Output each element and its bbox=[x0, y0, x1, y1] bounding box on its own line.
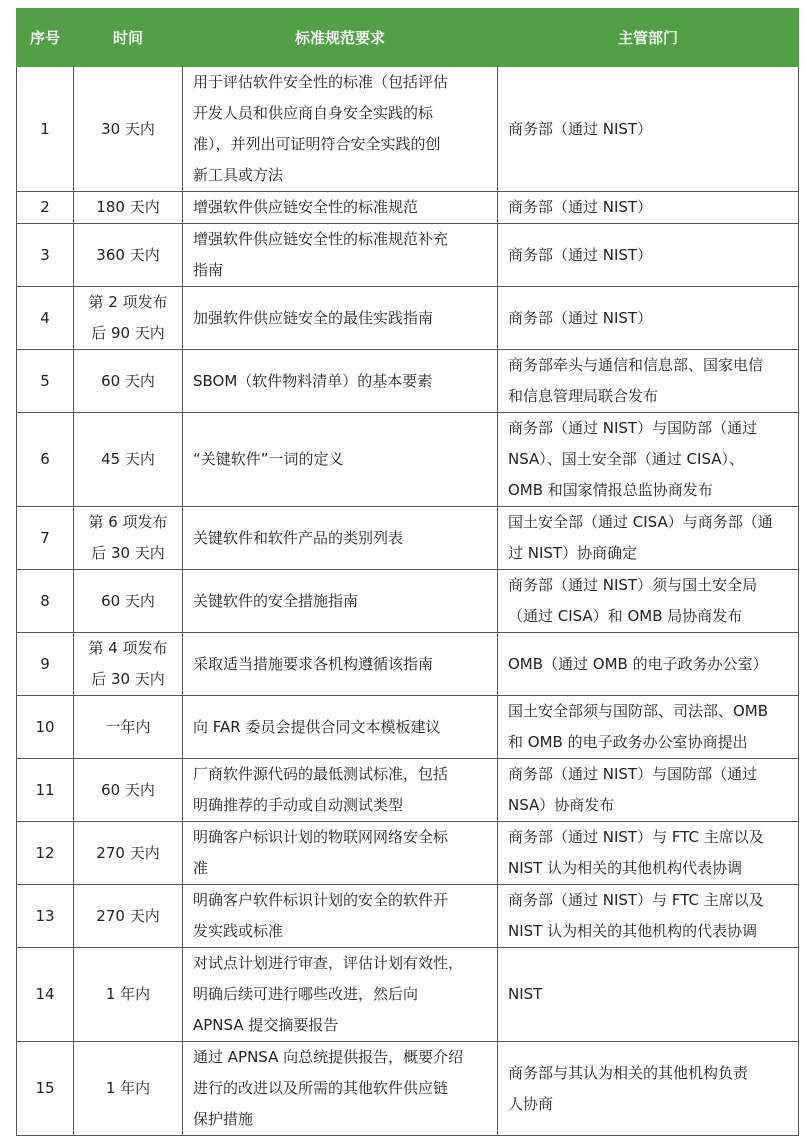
row-requirement: 增强软件供应链安全性的标准规范补充 指南 bbox=[193, 230, 449, 279]
row-requirement-cell bbox=[183, 192, 498, 224]
row-requirement-cell bbox=[183, 1042, 498, 1136]
row-department-cell bbox=[498, 570, 799, 633]
row-number-cell bbox=[17, 287, 74, 350]
row-requirement-cell bbox=[183, 759, 498, 822]
row-time-cell bbox=[74, 1042, 183, 1136]
header-requirement: 标准规范要求 bbox=[183, 9, 498, 67]
row-time: 第 4 项发布 后 30 天内 bbox=[88, 639, 168, 688]
row-requirement-cell bbox=[183, 570, 498, 633]
row-number: 4 bbox=[40, 308, 50, 327]
row-department: OMB（通过 OMB 的电子政务办公室） bbox=[508, 654, 768, 673]
row-time-cell bbox=[74, 287, 183, 350]
table-row bbox=[17, 759, 799, 822]
row-number: 13 bbox=[35, 906, 55, 925]
row-number: 8 bbox=[40, 591, 50, 610]
row-time-cell bbox=[74, 67, 183, 192]
row-time-cell bbox=[74, 948, 183, 1042]
row-requirement-cell bbox=[183, 948, 498, 1042]
row-number: 15 bbox=[35, 1079, 55, 1097]
row-number-cell bbox=[17, 67, 74, 192]
row-time: 60 天内 bbox=[101, 591, 155, 610]
row-time-cell bbox=[74, 350, 183, 413]
row-number-cell bbox=[17, 192, 74, 224]
row-requirement: 明确客户标识计划的物联网网络安全标 准 bbox=[193, 828, 449, 877]
row-department-cell bbox=[498, 192, 799, 224]
row-time: 60 天内 bbox=[101, 780, 155, 799]
row-time-cell bbox=[74, 633, 183, 696]
row-time: 第 2 项发布 后 90 天内 bbox=[88, 293, 168, 342]
row-number-cell bbox=[17, 759, 74, 822]
row-number: 7 bbox=[40, 528, 50, 547]
row-time: 270 天内 bbox=[96, 906, 160, 925]
row-number: 1 bbox=[40, 119, 50, 138]
row-department: 商务部（通过 NIST）须与国土安全局 （通过 CISA）和 OMB 局协商发布 bbox=[508, 576, 758, 625]
row-time-cell bbox=[74, 413, 183, 507]
row-time-cell bbox=[74, 885, 183, 948]
row-department: NIST bbox=[508, 985, 543, 1003]
row-department-cell bbox=[498, 885, 799, 948]
row-requirement: 加强软件供应链安全的最佳实践指南 bbox=[193, 308, 434, 327]
row-department: 商务部（通过 NIST）与国防部（通过 NSA）、国土安全部（通过 CISA）、 OMB 和国家情报总监协商发布 bbox=[508, 419, 758, 499]
table-row bbox=[17, 633, 799, 696]
row-number-cell bbox=[17, 413, 74, 507]
row-number-cell bbox=[17, 696, 74, 759]
row-department: 商务部（通过 NIST）与 FTC 主席以及 NIST 认为相关的其他机构的代表协调 bbox=[508, 891, 764, 940]
row-requirement: 对试点计划进行审查，评估计划有效性， 明确后续可进行哪些改进，然后向 APNSA 提交摘要报告 bbox=[193, 954, 464, 1034]
row-requirement: 厂商软件源代码的最低测试标准，包括 明确推荐的手动或自动测试类型 bbox=[193, 765, 449, 814]
row-time: 一年内 bbox=[105, 717, 151, 736]
row-requirement: 增强软件供应链安全性的标准规范 bbox=[193, 198, 419, 216]
row-number-cell bbox=[17, 350, 74, 413]
row-number-cell bbox=[17, 948, 74, 1042]
row-time: 180 天内 bbox=[96, 198, 160, 216]
row-department: 商务部（通过 NIST） bbox=[508, 198, 653, 216]
row-number-cell bbox=[17, 885, 74, 948]
row-department: 商务部牵头与通信和信息部、国家电信 和信息管理局联合发布 bbox=[508, 356, 764, 405]
row-department-cell bbox=[498, 413, 799, 507]
header-no: 序号 bbox=[17, 9, 74, 67]
table-row bbox=[17, 948, 799, 1042]
row-time-cell bbox=[74, 759, 183, 822]
row-requirement: 用于评估软件安全性的标准（包括评估 开发人员和供应商自身安全实践的标 准），并列出可证明符合安全实践的创 新工具或方法 bbox=[193, 73, 449, 184]
row-time: 30 天内 bbox=[101, 119, 155, 138]
row-time: 270 天内 bbox=[96, 843, 160, 862]
row-time: 1 年内 bbox=[105, 985, 151, 1003]
row-number-cell bbox=[17, 507, 74, 570]
table-row bbox=[17, 413, 799, 507]
row-number: 10 bbox=[35, 717, 55, 736]
row-time-cell bbox=[74, 822, 183, 885]
row-time: 45 天内 bbox=[101, 450, 155, 468]
row-department-cell bbox=[498, 287, 799, 350]
row-department-cell bbox=[498, 224, 799, 287]
row-department-cell bbox=[498, 507, 799, 570]
table-row bbox=[17, 1042, 799, 1136]
header-time: 时间 bbox=[74, 9, 183, 67]
row-time: 360 天内 bbox=[96, 245, 160, 264]
row-requirement-cell bbox=[183, 696, 498, 759]
row-department-cell bbox=[498, 633, 799, 696]
row-time-cell bbox=[74, 192, 183, 224]
row-requirement: 关键软件的安全措施指南 bbox=[193, 591, 359, 610]
row-department: 商务部（通过 NIST） bbox=[508, 119, 653, 138]
row-number-cell bbox=[17, 822, 74, 885]
row-time-cell bbox=[74, 224, 183, 287]
row-number: 5 bbox=[40, 371, 50, 390]
row-time: 第 6 项发布 后 30 天内 bbox=[88, 513, 168, 562]
row-department-cell bbox=[498, 1042, 799, 1136]
row-department-cell bbox=[498, 759, 799, 822]
row-requirement: 明确客户软件标识计划的安全的软件开 发实践或标准 bbox=[193, 891, 449, 940]
table-header-row bbox=[17, 9, 799, 67]
row-number: 6 bbox=[40, 450, 50, 468]
table-row bbox=[17, 192, 799, 224]
header-department: 主管部门 bbox=[498, 9, 799, 67]
table-body bbox=[17, 67, 799, 1136]
requirements-table bbox=[16, 8, 799, 1136]
row-number-cell bbox=[17, 633, 74, 696]
table-row bbox=[17, 287, 799, 350]
row-time: 60 天内 bbox=[101, 371, 155, 390]
row-department-cell bbox=[498, 350, 799, 413]
row-department-cell bbox=[498, 67, 799, 192]
table-row bbox=[17, 507, 799, 570]
row-number: 14 bbox=[35, 985, 55, 1003]
table-row bbox=[17, 822, 799, 885]
table-row bbox=[17, 570, 799, 633]
row-department-cell bbox=[498, 822, 799, 885]
row-number-cell bbox=[17, 224, 74, 287]
row-department: 国土安全部（通过 CISA）与商务部（通 过 NIST）协商确定 bbox=[508, 513, 773, 562]
row-requirement: 通过 APNSA 向总统提供报告，概要介绍 进行的改进以及所需的其他软件供应链 保护措施 bbox=[193, 1048, 464, 1128]
row-time-cell bbox=[74, 696, 183, 759]
row-number: 12 bbox=[35, 843, 55, 862]
row-requirement-cell bbox=[183, 822, 498, 885]
row-time: 1 年内 bbox=[105, 1079, 151, 1097]
row-number-cell bbox=[17, 570, 74, 633]
row-requirement: 关键软件和软件产品的类别列表 bbox=[193, 528, 404, 547]
row-requirement: 向 FAR 委员会提供合同文本模板建议 bbox=[193, 717, 441, 736]
row-requirement-cell bbox=[183, 413, 498, 507]
row-requirement: 采取适当措施要求各机构遵循该指南 bbox=[193, 654, 434, 673]
table-row bbox=[17, 224, 799, 287]
row-requirement-cell bbox=[183, 350, 498, 413]
table-row bbox=[17, 350, 799, 413]
row-number: 9 bbox=[40, 654, 50, 673]
row-number-cell bbox=[17, 1042, 74, 1136]
row-requirement-cell bbox=[183, 507, 498, 570]
row-department: 商务部（通过 NIST） bbox=[508, 308, 653, 327]
row-requirement-cell bbox=[183, 633, 498, 696]
row-department-cell bbox=[498, 696, 799, 759]
row-department: 商务部（通过 NIST）与国防部（通过 NSA）协商发布 bbox=[508, 765, 758, 814]
table-row bbox=[17, 696, 799, 759]
row-requirement-cell bbox=[183, 67, 498, 192]
row-requirement: SBOM（软件物料清单）的基本要素 bbox=[193, 371, 433, 390]
table-row bbox=[17, 885, 799, 948]
row-time-cell bbox=[74, 570, 183, 633]
row-department-cell bbox=[498, 948, 799, 1042]
row-requirement: “关键软件”一词的定义 bbox=[193, 450, 344, 468]
row-department: 商务部（通过 NIST）与 FTC 主席以及 NIST 认为相关的其他机构代表协调 bbox=[508, 828, 764, 877]
row-requirement-cell bbox=[183, 885, 498, 948]
row-department: 商务部（通过 NIST） bbox=[508, 245, 653, 264]
row-number: 11 bbox=[35, 780, 55, 799]
row-requirement-cell bbox=[183, 224, 498, 287]
row-time-cell bbox=[74, 507, 183, 570]
row-department: 国土安全部须与国防部、司法部、OMB 和 OMB 的电子政务办公室协商提出 bbox=[508, 702, 769, 751]
row-requirement-cell bbox=[183, 287, 498, 350]
row-number: 3 bbox=[40, 245, 50, 264]
row-number: 2 bbox=[40, 198, 50, 216]
row-department: 商务部与其认为相关的其他机构负责 人协商 bbox=[508, 1063, 749, 1113]
table-row bbox=[17, 67, 799, 192]
